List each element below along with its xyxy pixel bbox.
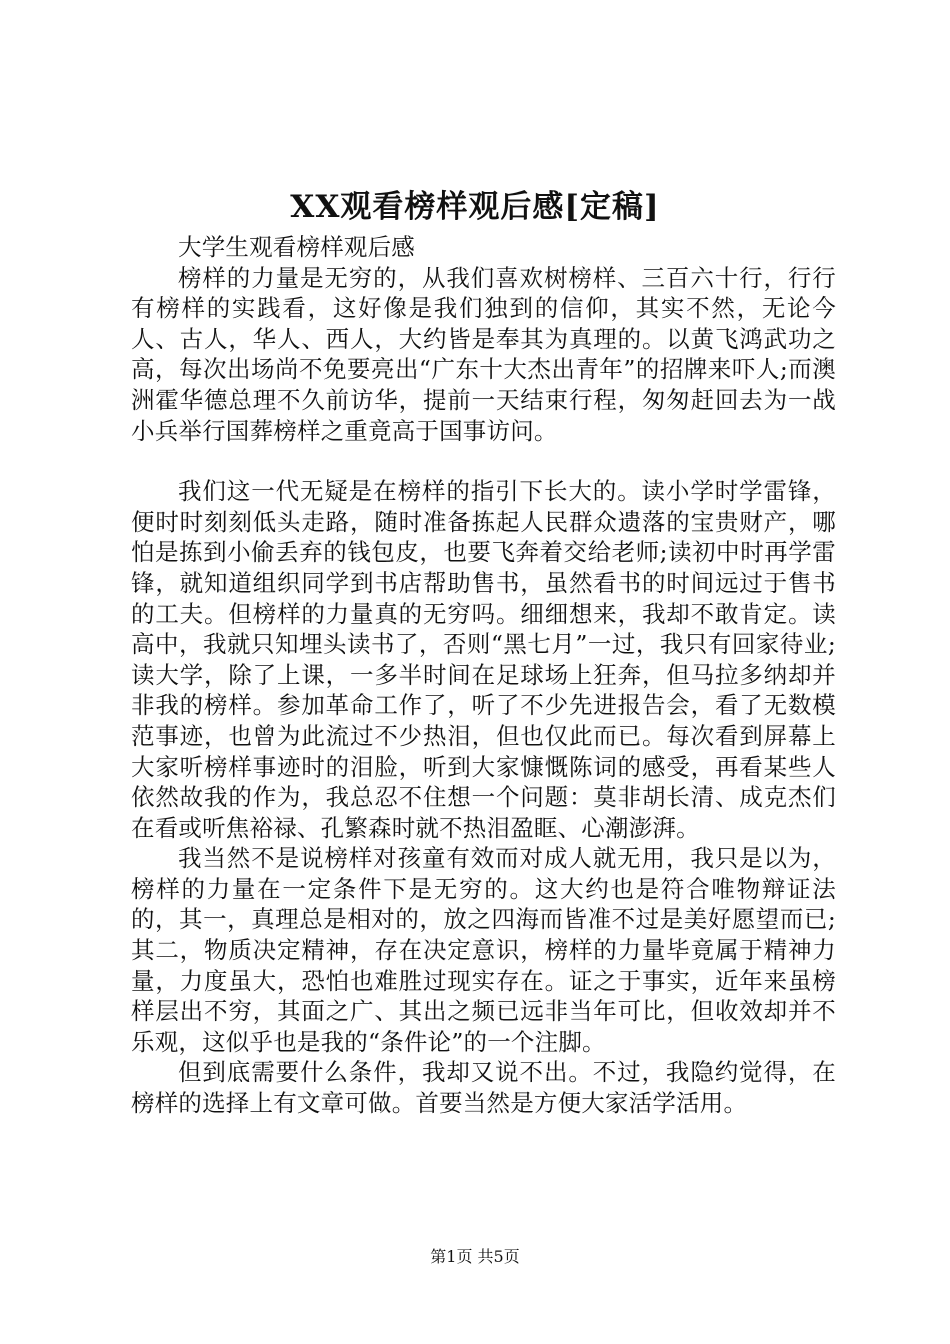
paragraph-2: 我们这一代无疑是在榜样的指引下长大的。读小学时学雷锋，便时时刻刻低头走路，随时准备拣起人民群众遗落的宝贵财产，哪怕是拣到小偷丢弃的钱包皮，也要飞奔着交给老师;读初中时再学雷锋，就知道组织同学到书店帮助售书，虽然看书的时间远过于售书的工夫。但榜样的力量真的无穷吗。细细想来，我却不敢肯定。读高中，我就只知埋头读书了，否则“黑七月”一过，我只有回家待业;读大学，除了上课，一多半时间在足球场上狂奔，但马拉多纳却并非我的榜样。参加革命工作了，听了不少先进报告会，看了无数模范事迹，也曾为此流过不少热泪，但也仅此而已。每次看到屏幕上大家听榜样事迹时的泪脸，听到大家慷慨陈词的感受，再看某些人依然故我的作为，我总忍不住想一个问题：莫非胡长清、成克杰们在看或听焦裕禄、孔繁森时就不热泪盈眶、心潮澎湃。 (131, 477, 836, 842)
subtitle-line: 大学生观看榜样观后感 (178, 233, 415, 261)
paragraph-1: 榜样的力量是无穷的，从我们喜欢树榜样、三百六十行，行行有榜样的实践看，这好像是我们独到的信仰，其实不然，无论今人、古人，华人、西人，大约皆是奉其为真理的。以黄飞鸿武功之高，每次出场尚不免要亮出“广东十大杰出青年”的招牌来吓人;而澳洲霍华德总理不久前访华，提前一天结束行程，匆匆赶回去为一战小兵举行国葬榜样之重竟高于国事访问。 (131, 263, 836, 445)
document-title: XX观看榜样观后感[定稿] (290, 189, 660, 225)
paragraph-3: 我当然不是说榜样对孩童有效而对成人就无用，我只是以为，榜样的力量在一定条件下是无穷的。这大约也是符合唯物辩证法的，其一，真理总是相对的，放之四海而皆准不过是美好愿望而已;其二，物质决定精神，存在决定意识，榜样的力量毕竟属于精神力量，力度虽大，恐怕也难胜过现实存在。证之于事实，近年来虽榜样层出不穷，其面之广、其出之频已远非当年可比，但收效却并不乐观，这似乎也是我的“条件论”的一个注脚。 (131, 844, 836, 1056)
page-footer: 第1页 共5页 (430, 1247, 520, 1266)
paragraph-spacer (131, 446, 836, 476)
paragraph-4: 但到底需要什么条件，我却又说不出。不过，我隐约觉得，在榜样的选择上有文章可做。首要当然是方便大家活学活用。 (131, 1058, 836, 1118)
document-body (131, 232, 836, 1119)
